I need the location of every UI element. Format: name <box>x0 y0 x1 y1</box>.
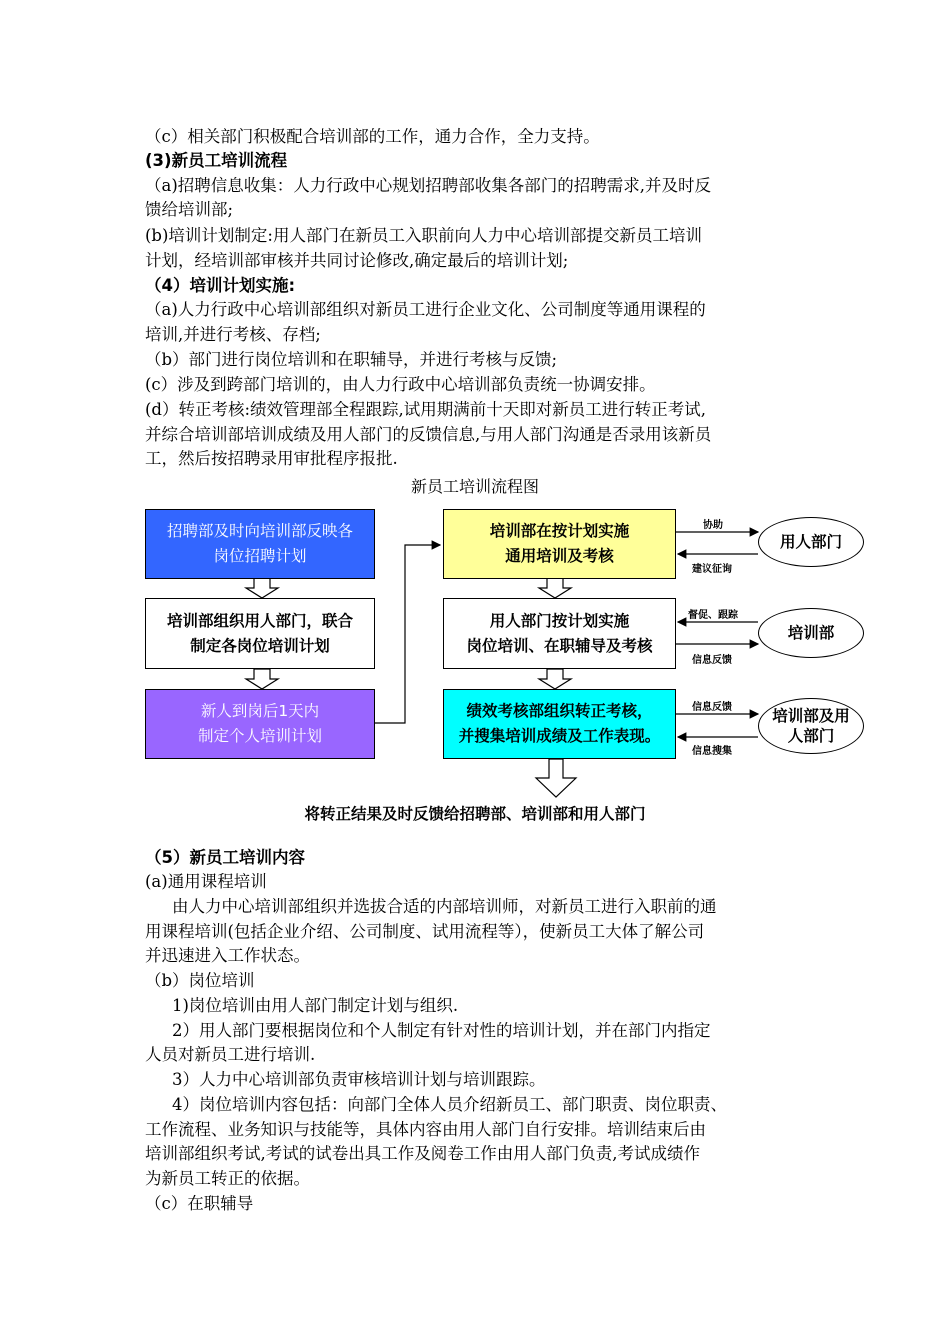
down-arrow-icon <box>539 578 571 598</box>
box-text: 招聘部及时向培训部反映各 <box>166 522 353 540</box>
paragraph-line: 2）用人部门要根据岗位和个人制定有针对性的培训计划，并在部门内指定 <box>172 1021 711 1040</box>
edge-label: 督促、跟踪 <box>688 610 738 621</box>
box-text: 培训部组织用人部门，联合 <box>166 611 353 630</box>
paragraph-line: 为新员工转正的依据。 <box>145 1169 310 1188</box>
paragraph-line: 人员对新员工进行培训. <box>145 1045 316 1064</box>
paragraph-line: 馈给培训部; <box>145 200 234 219</box>
section-heading: （4）培训计划实施: <box>145 276 296 295</box>
paragraph-line: 培训,并进行考核、存档; <box>145 325 321 344</box>
flow-box-training-plan <box>145 598 375 669</box>
flowchart-result: 将转正结果及时反馈给招聘部、培训部和用人部门 <box>304 805 646 823</box>
paragraph-line: （c）相关部门积极配合培训部的工作，通力合作，全力支持。 <box>145 127 600 146</box>
edge-label: 信息搜集 <box>692 746 732 757</box>
paragraph-line: 用课程培训(包括企业介绍、公司制度、试用流程等），使新员工大体了解公司 <box>145 922 705 941</box>
ellipse-hiring-dept: 用人部门 <box>758 517 864 567</box>
paragraph-line: （a)招聘信息收集：人力行政中心规划招聘部收集各部门的招聘需求,并及时反 <box>145 176 712 195</box>
paragraph-line: 由人力中心培训部组织并选拔合适的内部培训师，对新员工进行入职前的通 <box>172 897 717 916</box>
edge-label: 信息反馈 <box>692 702 732 713</box>
down-arrow-icon <box>536 759 576 797</box>
paragraph-line: 并迅速进入工作状态。 <box>145 946 310 965</box>
ellipse-training-dept: 培训部 <box>758 608 864 658</box>
sub-heading: （b）岗位培训 <box>145 971 255 990</box>
box-text: 岗位招聘计划 <box>213 547 307 565</box>
down-arrow-icon <box>539 669 571 689</box>
flowchart-title: 新员工培训流程图 <box>410 477 539 496</box>
sub-heading: （c）在职辅导 <box>145 1194 254 1213</box>
paragraph-line: 3）人力中心培训部负责审核培训计划与培训跟踪。 <box>172 1070 546 1089</box>
flow-box-regularization <box>443 689 676 759</box>
edge-label: 协助 <box>703 520 723 531</box>
section-heading: （5）新员工培训内容 <box>145 848 305 867</box>
box-text: 制定各岗位培训计划 <box>190 636 330 655</box>
box-text: 并搜集培训成绩及工作表现。 <box>458 727 661 745</box>
paragraph-line: 培训部组织考试,考试的试卷出具工作及阅卷工作由用人部门负责,考试成绩作 <box>145 1144 700 1163</box>
down-arrow-icon <box>246 578 278 598</box>
paragraph-line: (b)培训计划制定:用人部门在新员工入职前向人力中心培训部提交新员工培训 <box>145 226 702 245</box>
paragraph-line: 4）岗位培训内容包括：向部门全体人员介绍新员工、部门职责、岗位职责、 <box>172 1095 727 1114</box>
paragraph-line: （b）部门进行岗位培训和在职辅导，并进行考核与反馈; <box>145 350 558 369</box>
flow-box-general-training <box>443 509 676 579</box>
edge-label: 信息反馈 <box>692 655 732 666</box>
paragraph-line: 工，然后按招聘录用审批程序报批. <box>145 449 398 468</box>
box-text: 培训部在按计划实施 <box>489 522 630 540</box>
paragraph-line: (c）涉及到跨部门培训的，由人力行政中心培训部负责统一协调安排。 <box>145 375 656 394</box>
down-arrow-icon <box>246 669 278 689</box>
sub-heading: (a)通用课程培训 <box>145 872 267 891</box>
flow-box-personal-plan <box>145 689 375 759</box>
paragraph-line: （a)人力行政中心培训部组织对新员工进行企业文化、公司制度等通用课程的 <box>145 300 706 319</box>
flow-box-recruit-plan <box>145 509 375 579</box>
box-text: 制定个人培训计划 <box>197 727 322 745</box>
ellipse-training-and-hiring: 培训部及用人部门 <box>758 698 864 754</box>
box-text: 绩效考核部组织转正考核， <box>466 702 653 720</box>
box-text: 通用培训及考核 <box>505 547 614 565</box>
paragraph-line: (d）转正考核:绩效管理部全程跟踪,试用期满前十天即对新员工进行转正考试, <box>145 400 707 419</box>
edge-label: 建议征询 <box>692 564 732 575</box>
box-text: 岗位培训、在职辅导及考核 <box>466 636 653 655</box>
section-heading: (3)新员工培训流程 <box>145 151 288 170</box>
paragraph-line: 工作流程、业务知识与技能等，具体内容由用人部门自行安排。培训结束后由 <box>145 1120 706 1139</box>
paragraph-line: 计划，经培训部审核并共同讨论修改,确定最后的培训计划; <box>145 251 569 270</box>
box-text: 用人部门按计划实施 <box>489 611 630 630</box>
paragraph-line: 并综合培训部培训成绩及用人部门的反馈信息,与用人部门沟通是否录用该新员 <box>145 425 712 444</box>
box-text: 新人到岗后1天内 <box>200 702 320 720</box>
flow-box-post-training <box>443 598 676 669</box>
paragraph-line: 1)岗位培训由用人部门制定计划与组织. <box>172 996 459 1015</box>
